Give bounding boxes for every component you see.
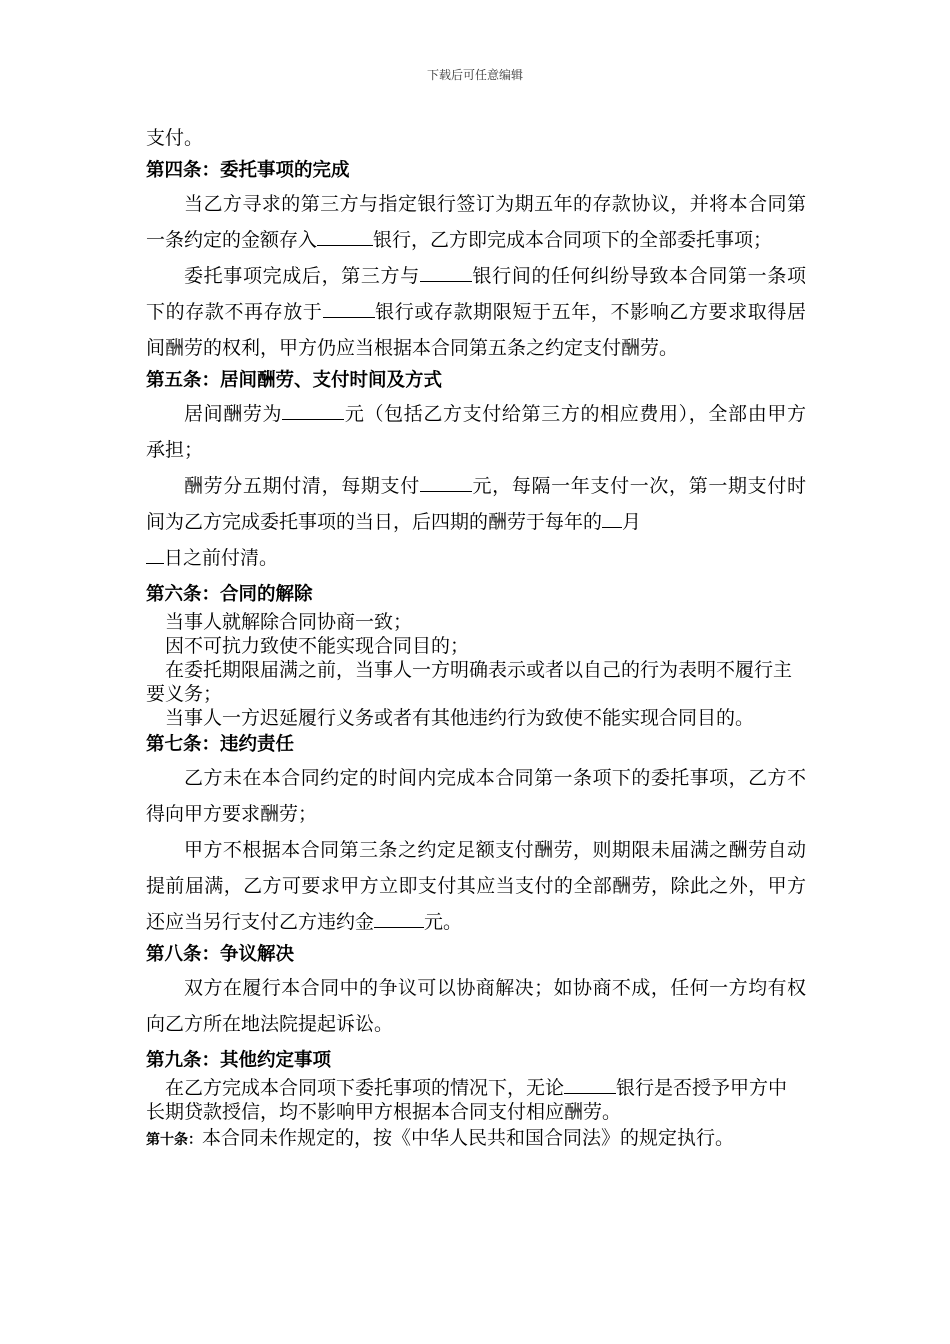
blank-underline: [323, 301, 375, 318]
blank-underline: [602, 511, 622, 528]
blank-underline: [564, 1077, 616, 1094]
article-6-heading: 第六条：合同的解除: [146, 584, 313, 605]
article-6-item-2: 因不可抗力致使不能实现合同目的；: [165, 635, 470, 657]
article-5-paragraph-1: 居间酬劳为 元（包括乙方支付给第三方的相应费用），全部由甲方承担；: [146, 403, 806, 461]
article-10-paragraph: 第十条：本合同未作规定的，按《中华人民共和国合同法》的规定执行。: [146, 1127, 735, 1149]
blank-underline: [374, 911, 424, 928]
article-6-item-1: 当事人就解除合同协商一致；: [165, 611, 413, 633]
blank-underline: [420, 265, 472, 282]
article-7-paragraph-2: 甲方不根据本合同第三条之约定足额支付酬劳，则期限未届满之酬劳自动提前届满，乙方可要求甲方立即支付其应当支付的全部酬劳，除此之外，甲方还应当另行支付乙方违约金 元。: [146, 839, 806, 933]
page-header: 下载后可任意编辑: [426, 68, 523, 82]
article-9-heading: 第九条：其他约定事项: [146, 1050, 332, 1071]
blank-underline: [146, 547, 164, 564]
article-4-heading: 第四条：委托事项的完成: [146, 160, 350, 181]
article-9-paragraph: 在乙方完成本合同项下委托事项的情况下，无论 银行是否授予甲方中长期贷款授信，均不影响甲方根据本合同支付相应酬劳。: [146, 1077, 788, 1123]
article-8-paragraph: 双方在履行本合同中的争议可以协商解决；如协商不成，任何一方均有权向乙方所在地法院提起诉讼。: [146, 977, 806, 1035]
article-6-item-3: 在委托期限届满之前，当事人一方明确表示或者以自己的行为表明不履行主要义务；: [146, 659, 793, 705]
contract-body: [146, 120, 806, 1152]
article-4-paragraph-2: 委托事项完成后，第三方与 银行间的任何纠纷导致本合同第一条项下的存款不再存放于 银行或存款期限短于五年，不影响乙方要求取得居间酬劳的权利，甲方仍应当根据本合同第五条之约定支付酬劳。: [146, 265, 806, 359]
blank-underline: [317, 229, 373, 246]
article-5-heading: 第五条：居间酬劳、支付时间及方式: [146, 370, 443, 391]
article-8-heading: 第八条：争议解决: [146, 944, 295, 965]
continuation-text: 支付。: [146, 127, 204, 149]
article-5-paragraph-2: 酬劳分五期付清，每期支付 元，每隔一年支付一次，第一期支付时间为乙方完成委托事项的当日，后四期的酬劳于每年的 月 日之前付清。: [146, 475, 806, 569]
article-7-paragraph-1: 乙方未在本合同约定的时间内完成本合同第一条项下的委托事项，乙方不得向甲方要求酬劳；: [146, 767, 806, 825]
article-10-heading: 第十条：: [146, 1132, 202, 1148]
blank-underline: [282, 403, 344, 420]
blank-underline: [420, 475, 472, 492]
article-4-paragraph-1: 当乙方寻求的第三方与指定银行签订为期五年的存款协议，并将本合同第一条约定的金额存入 银行，乙方即完成本合同项下的全部委托事项；: [146, 193, 806, 251]
article-7-heading: 第七条：违约责任: [146, 734, 295, 755]
article-6-item-4: 当事人一方迟延履行义务或者有其他违约行为致使不能实现合同目的。: [165, 707, 755, 729]
